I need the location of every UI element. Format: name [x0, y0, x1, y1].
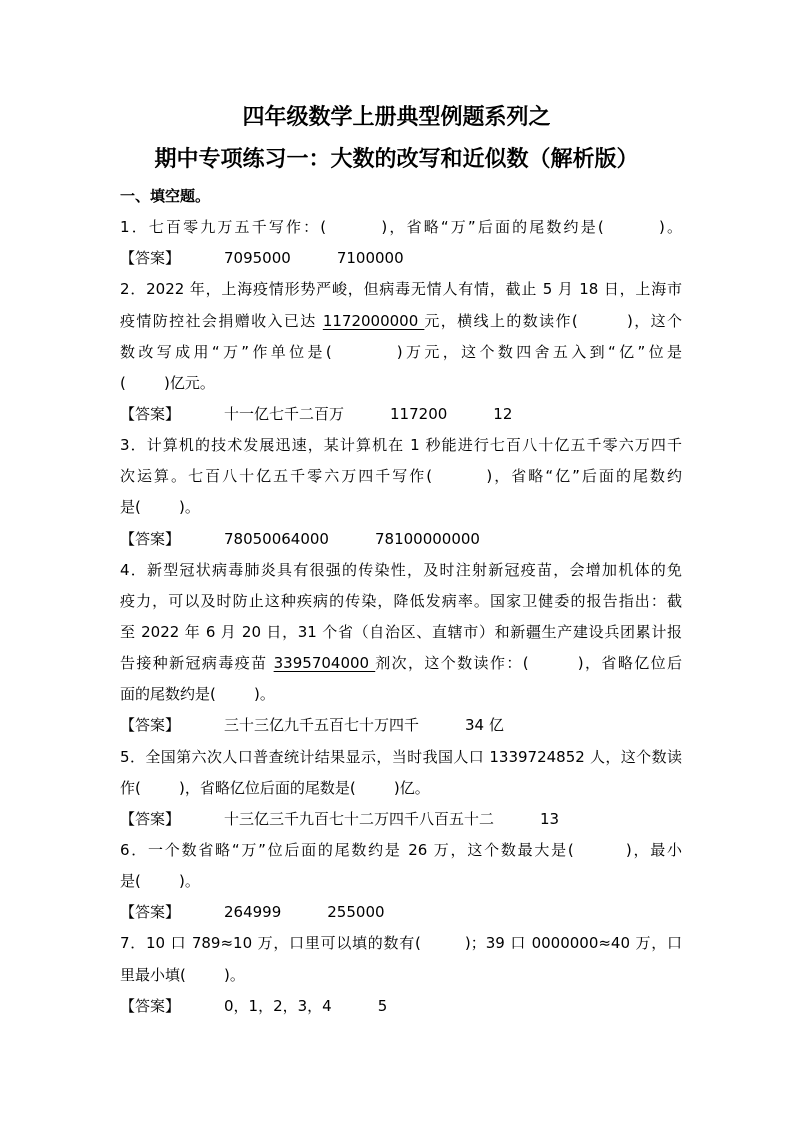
question-line	[120, 928, 682, 959]
answer-line	[120, 399, 682, 430]
question-text: 是( )。	[120, 872, 200, 891]
question-text: 5．全国第六次人口普查统计结果显示，当时我国人口 1339724852 人，这个数读	[120, 747, 682, 766]
question-text: 至 2022 年 6 月 20 日，31 个省（自治区、直辖市）和新疆生产建设兵团累计报	[120, 622, 682, 641]
question-text: 3．计算机的技术发展迅速，某计算机在 1 秒能进行七百八十亿五千零六万四千	[120, 436, 682, 455]
question-line	[120, 306, 682, 337]
answer-value: 三十三亿九千五百七十万四千	[224, 716, 420, 735]
section-heading: 一、填空题。	[120, 187, 211, 205]
answer-value: 5	[377, 996, 388, 1015]
answer-label: 【答案】	[120, 404, 181, 423]
question-line	[120, 368, 682, 399]
answer-label: 【答案】	[120, 249, 181, 268]
answer-value: 34 亿	[465, 716, 504, 735]
answer-line	[120, 804, 682, 835]
answer-value: 117200	[390, 404, 448, 423]
answer-label: 【答案】	[120, 903, 181, 922]
question-line	[120, 648, 682, 679]
answer-value: 12	[493, 404, 513, 423]
answer-value: 0，1，2，3，4	[224, 996, 332, 1015]
document-title-line-1: 四年级数学上册典型例题系列之	[242, 105, 551, 130]
question-text: 7．10 口 789≈10 万，口里可以填的数有( )；39 口 0000000≈40 万，口	[120, 934, 682, 953]
underlined-number: 1172000000	[322, 311, 425, 330]
question-line	[120, 492, 682, 523]
question-line	[120, 430, 682, 461]
answer-value: 十一亿七千二百万	[224, 404, 345, 423]
answer-value: 78050064000	[224, 529, 329, 548]
answer-value: 7095000	[224, 249, 291, 268]
document-body	[120, 181, 682, 1022]
question-line	[120, 835, 682, 866]
answer-value: 255000	[327, 903, 385, 922]
question-line	[120, 586, 682, 617]
question-line	[120, 773, 682, 804]
question-line	[120, 461, 682, 492]
answer-line	[120, 243, 682, 274]
question-text: 次运算。七百八十亿五千零六万四千写作( )，省略“亿”后面的尾数约	[120, 467, 682, 486]
question-text: 元，横线上的数读作( )，这个	[424, 311, 682, 330]
answer-line	[120, 991, 682, 1022]
question-text: 1．七百零九万五千写作：( )，省略“万”后面的尾数约是( )。	[120, 218, 682, 237]
answer-label: 【答案】	[120, 996, 181, 1015]
question-line	[120, 274, 682, 305]
underlined-number: 3395704000	[273, 654, 376, 673]
question-text: 数改写成用“万”作单位是( )万元，这个数四舍五入到“亿”位是	[120, 342, 682, 361]
question-line	[120, 866, 682, 897]
document-title-line-2: 期中专项练习一：大数的改写和近似数（解析版）	[154, 147, 639, 172]
question-line	[120, 337, 682, 368]
question-text: 剂次，这个数读作：( )，省略亿位后	[375, 654, 682, 673]
question-text: 6．一个数省略“万”位后面的尾数约是 26 万，这个数最大是( )，最小	[120, 840, 682, 859]
answer-label: 【答案】	[120, 809, 181, 828]
answer-value: 78100000000	[374, 529, 480, 548]
question-line	[120, 960, 682, 991]
answer-value: 十三亿三千九百七十二万四千八百五十二	[224, 809, 495, 828]
question-line	[120, 742, 682, 773]
question-text: 4．新型冠状病毒肺炎具有很强的传染性，及时注射新冠疫苗，会增加机体的免	[120, 560, 682, 579]
question-text: 2．2022 年，上海疫情形势严峻，但病毒无情人有情，截止 5 月 18 日，上海市	[120, 280, 682, 299]
question-text: 告接种新冠病毒疫苗	[120, 654, 274, 673]
answer-value: 264999	[224, 903, 282, 922]
answer-line	[120, 710, 682, 741]
question-line	[120, 679, 682, 710]
question-text: 疫情防控社会捐赠收入已达	[120, 311, 323, 330]
answer-label: 【答案】	[120, 529, 181, 548]
question-line	[120, 212, 682, 243]
answer-label: 【答案】	[120, 716, 181, 735]
question-line	[120, 617, 682, 648]
question-text: 疫力，可以及时防止这种疾病的传染，降低发病率。国家卫健委的报告指出：截	[120, 591, 682, 610]
answer-line	[120, 524, 682, 555]
question-line	[120, 555, 682, 586]
answer-value: 7100000	[336, 249, 404, 268]
answer-value: 13	[540, 809, 560, 828]
question-text: ( )亿元。	[120, 373, 215, 392]
question-text: 里最小填( )。	[120, 965, 245, 984]
answer-line	[120, 897, 682, 928]
question-text: 面的尾数约是( )。	[120, 685, 275, 704]
question-text: 是( )。	[120, 498, 200, 517]
question-text: 作( )，省略亿位后面的尾数是( )亿。	[120, 778, 430, 797]
